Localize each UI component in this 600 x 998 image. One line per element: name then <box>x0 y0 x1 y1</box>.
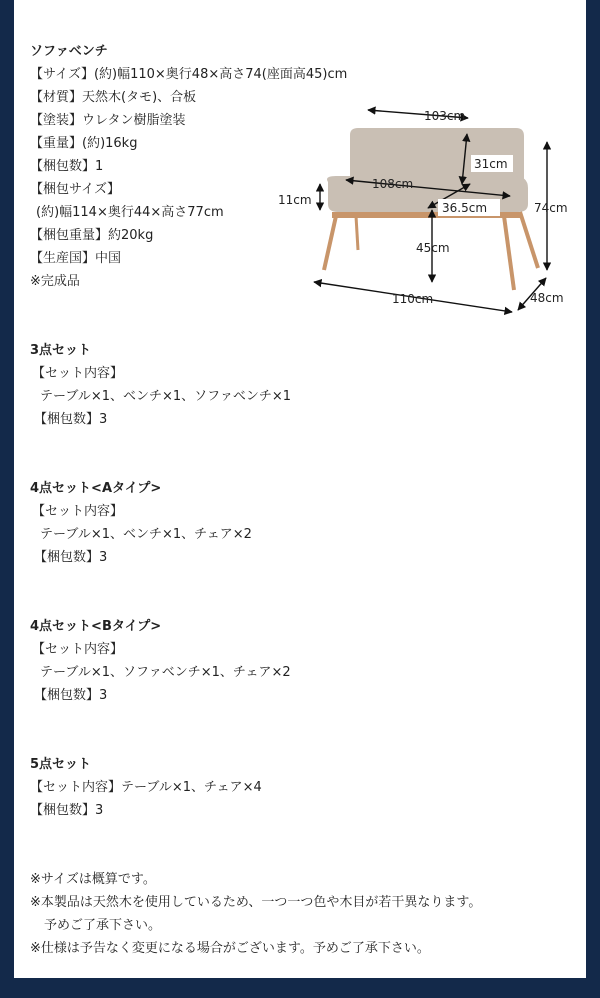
sofa-package-size-label: 【梱包サイズ】 <box>30 182 120 197</box>
set4b-contents-label: 【セット内容】 <box>32 642 124 657</box>
label-seat-depth: 36.5cm <box>442 201 488 215</box>
set5-contents: 【セット内容】テーブル×1、チェア×4 <box>30 780 262 795</box>
sofa-package-weight: 【梱包重量】約20kg <box>30 228 154 243</box>
sofa-dimension-diagram <box>276 100 586 315</box>
label-total-height: 74cm <box>534 201 568 215</box>
note-wood-apology: 予めご了承下さい。 <box>44 918 162 933</box>
set3-contents: テーブル×1、ベンチ×1、ソファベンチ×1 <box>40 389 292 404</box>
sofa-leg <box>324 216 336 270</box>
set3-packages: 【梱包数】3 <box>34 412 108 427</box>
label-back-height: 31cm <box>474 157 508 171</box>
set4a-packages: 【梱包数】3 <box>34 550 108 565</box>
sofa-note: ※完成品 <box>30 274 80 289</box>
set5-title: 5点セット <box>30 757 92 772</box>
label-seat-height: 45cm <box>416 241 450 255</box>
sofa-material: 【材質】天然木(タモ)、合板 <box>30 90 197 105</box>
set4a-contents-label: 【セット内容】 <box>32 504 124 519</box>
sofa-package-size-value: (約)幅114×奥行44×高さ77cm <box>36 205 224 220</box>
set4a-contents: テーブル×1、ベンチ×1、チェア×2 <box>40 527 252 542</box>
set4b-packages: 【梱包数】3 <box>34 688 108 703</box>
note-wood: ※本製品は天然木を使用しているため、一つ一つ色や木目が若干異なります。 <box>30 895 482 910</box>
sofa-finish: 【塗装】ウレタン樹脂塗装 <box>30 113 186 128</box>
sofa-packages: 【梱包数】1 <box>30 159 104 174</box>
label-depth: 48cm <box>530 291 564 305</box>
label-width-top: 103cm <box>424 109 466 123</box>
label-seat-width: 108cm <box>372 177 414 191</box>
set3-contents-label: 【セット内容】 <box>32 366 124 381</box>
set4b-contents: テーブル×1、ソファベンチ×1、チェア×2 <box>40 665 291 680</box>
note-spec-change: ※仕様は予告なく変更になる場合がございます。予めご了承下さい。 <box>30 941 430 956</box>
sofa-weight: 【重量】(約)16kg <box>30 136 138 151</box>
set3-title: 3点セット <box>30 343 92 358</box>
sofa-size: 【サイズ】(約)幅110×奥行48×高さ74(座面高45)cm <box>30 67 348 82</box>
sofa-illustration <box>324 128 538 290</box>
sofa-leg <box>504 216 514 290</box>
set4b-title: 4点セット<Bタイプ> <box>30 619 162 634</box>
sofa-title: ソファベンチ <box>30 44 108 59</box>
set5-packages: 【梱包数】3 <box>30 803 104 818</box>
sofa-origin: 【生産国】中国 <box>30 251 122 266</box>
set4a-title: 4点セット<Aタイプ> <box>30 481 162 496</box>
sofa-leg <box>520 212 538 268</box>
sofa-leg <box>356 216 358 250</box>
label-leg-gap: 11cm <box>278 193 312 207</box>
note-size: ※サイズは概算です。 <box>30 872 156 887</box>
label-width-bottom: 110cm <box>392 292 434 306</box>
